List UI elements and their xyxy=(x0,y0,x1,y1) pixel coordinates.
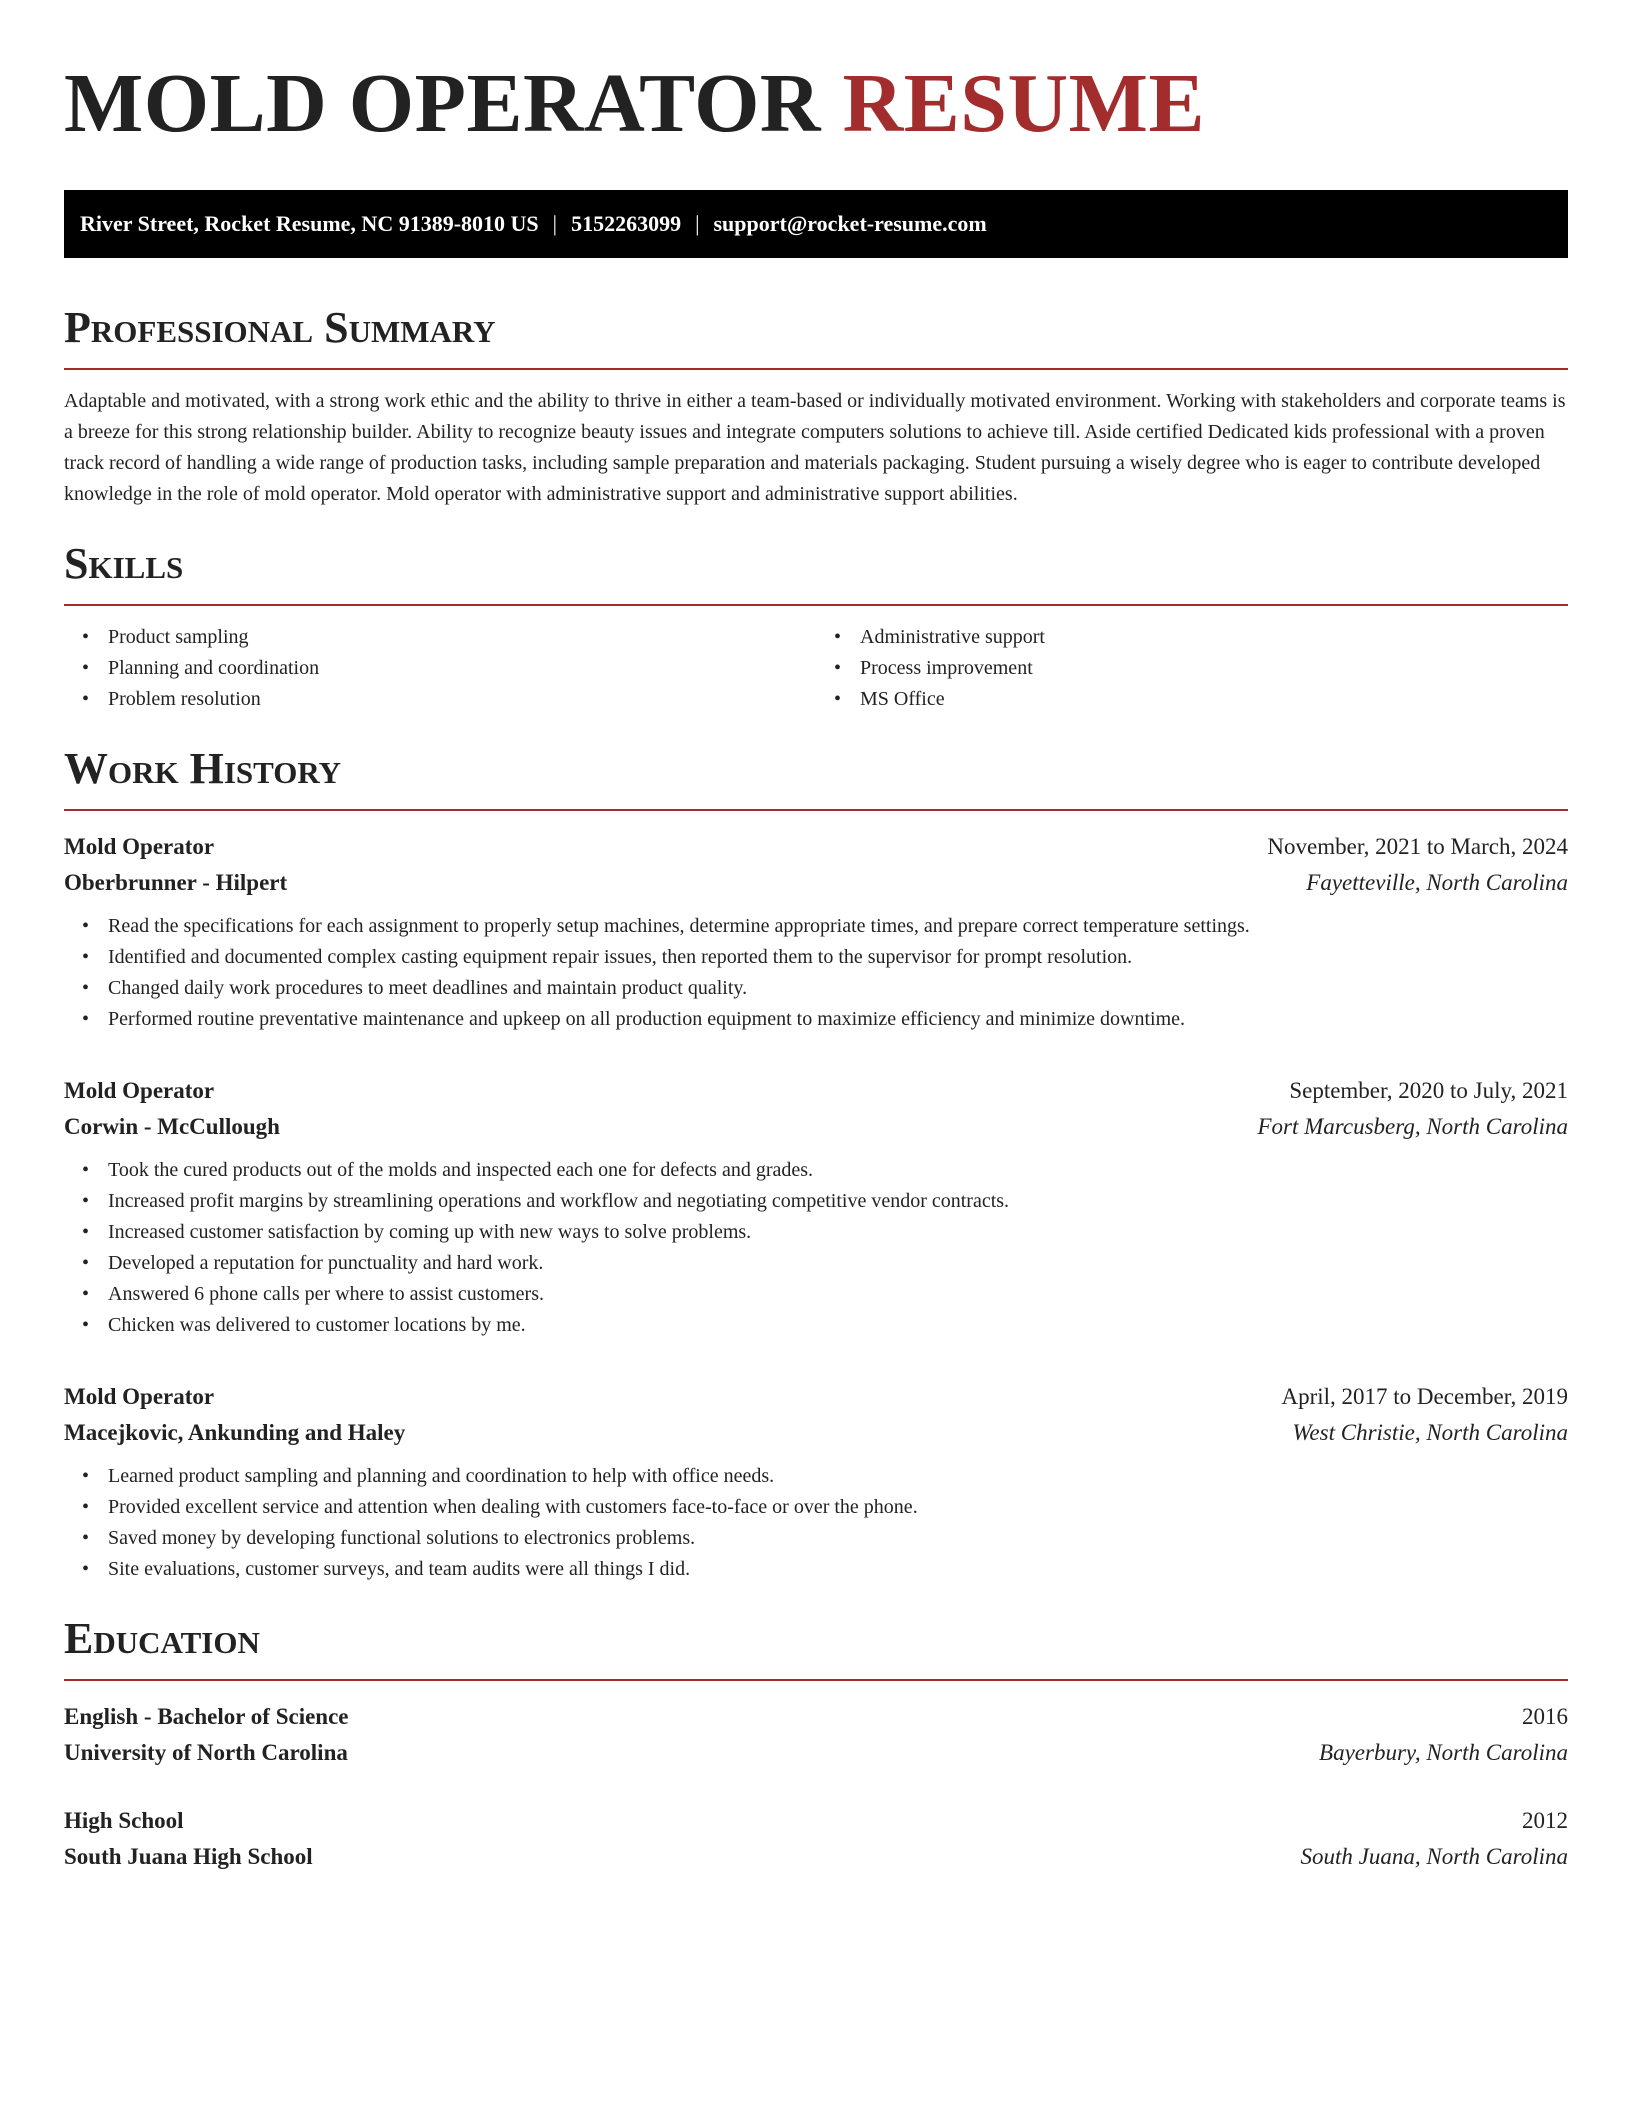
education-degree: High School xyxy=(64,1808,184,1833)
resume-title xyxy=(64,0,1568,152)
job-entry xyxy=(64,1379,1568,1585)
job-location: Fayetteville, North Carolina xyxy=(1306,870,1568,895)
contact-bar xyxy=(64,190,1568,258)
job-bullet: • Site evaluations, customer surveys, and team audits were all things I did. xyxy=(108,1554,1568,1585)
education-school-row xyxy=(64,1735,1568,1771)
job-bullet: • Learned product sampling and planning and coordination to help with office needs. xyxy=(108,1461,1568,1492)
job-bullet: • Increased profit margins by streamlining operations and workflow and negotiating competitive vendor contracts. xyxy=(108,1186,1568,1217)
title-accent: RESUME xyxy=(842,57,1205,150)
job-title: Mold Operator xyxy=(64,834,215,859)
skills-section xyxy=(64,538,1568,715)
skill-item: • Administrative support xyxy=(860,622,1568,653)
title-main: MOLD OPERATOR xyxy=(64,57,822,150)
skills-column-right xyxy=(816,622,1568,715)
work-history-heading: Work History xyxy=(64,743,1568,811)
contact-email: support@rocket-resume.com xyxy=(713,211,987,236)
job-bullet: • Developed a reputation for punctuality and hard work. xyxy=(108,1248,1568,1279)
education-entry xyxy=(64,1803,1568,1875)
job-bullet: • Provided excellent service and attention when dealing with customers face-to-face or over the phone. xyxy=(108,1492,1568,1523)
job-bullet: • Increased customer satisfaction by coming up with new ways to solve problems. xyxy=(108,1217,1568,1248)
summary-section xyxy=(64,302,1568,510)
job-title-row xyxy=(64,1379,1568,1415)
skill-item: • Process improvement xyxy=(860,653,1568,684)
skill-item: • Problem resolution xyxy=(108,684,816,715)
contact-separator: | xyxy=(552,211,558,236)
education-degree: English - Bachelor of Science xyxy=(64,1704,349,1729)
job-bullets xyxy=(64,1155,1568,1341)
summary-text: Adaptable and motivated, with a strong work ethic and the ability to thrive in either a team-based or individually motivated environment. Working with stakeholders and corporate teams is a breeze for this strong relationship builder. Ability to recognize beauty issues and integrate computers solutions to achieve till. Aside certified Dedicated kids professional with a proven track record of handling a wide range of production tasks, including sample preparation and materials packaging. Student pursuing a wisely degree who is eager to contribute developed knowledge in the role of mold operator. Mold operator with administrative support and administrative support abilities. xyxy=(64,390,1566,505)
summary-heading: Professional Summary xyxy=(64,302,1568,370)
job-company-row xyxy=(64,1109,1568,1145)
education-heading: Education xyxy=(64,1613,1568,1681)
job-entry xyxy=(64,1073,1568,1341)
skill-item: • MS Office xyxy=(860,684,1568,715)
job-bullet: • Performed routine preventative maintenance and upkeep on all production equipment to maximize efficiency and minimize downtime. xyxy=(108,1004,1568,1035)
job-bullet: • Changed daily work procedures to meet deadlines and maintain product quality. xyxy=(108,973,1568,1004)
job-dates: September, 2020 to July, 2021 xyxy=(1289,1078,1568,1103)
job-company-row xyxy=(64,1415,1568,1451)
education-location: South Juana, North Carolina xyxy=(1300,1844,1568,1869)
skills-grid xyxy=(64,622,1568,715)
job-company-row xyxy=(64,865,1568,901)
education-year: 2012 xyxy=(1522,1808,1568,1833)
job-dates: April, 2017 to December, 2019 xyxy=(1281,1384,1568,1409)
education-school: South Juana High School xyxy=(64,1844,313,1869)
job-title: Mold Operator xyxy=(64,1384,215,1409)
job-title: Mold Operator xyxy=(64,1078,215,1103)
job-company: Oberbrunner - Hilpert xyxy=(64,870,288,895)
job-location: West Christie, North Carolina xyxy=(1292,1420,1568,1445)
contact-separator: | xyxy=(695,211,700,236)
skills-heading: Skills xyxy=(64,538,1568,606)
job-bullet: • Took the cured products out of the molds and inspected each one for defects and grades. xyxy=(108,1155,1568,1186)
job-bullets xyxy=(64,1461,1568,1585)
job-dates: November, 2021 to March, 2024 xyxy=(1267,834,1568,859)
job-location: Fort Marcusberg, North Carolina xyxy=(1257,1114,1568,1139)
job-bullet: • Read the specifications for each assignment to properly setup machines, determine appropriate times, and prepare correct temperature settings. xyxy=(108,911,1568,942)
education-entry xyxy=(64,1699,1568,1771)
contact-address: River Street, Rocket Resume, NC 91389-8010 US xyxy=(80,211,539,236)
job-bullets xyxy=(64,911,1568,1035)
job-company: Corwin - McCullough xyxy=(64,1114,280,1139)
job-bullet: • Answered 6 phone calls per where to assist customers. xyxy=(108,1279,1568,1310)
education-section xyxy=(64,1613,1568,1875)
education-degree-row xyxy=(64,1699,1568,1735)
job-bullet: • Chicken was delivered to customer locations by me. xyxy=(108,1310,1568,1341)
job-bullet: • Identified and documented complex casting equipment repair issues, then reported them to the supervisor for prompt resolution. xyxy=(108,942,1568,973)
education-school: University of North Carolina xyxy=(64,1740,348,1765)
education-year: 2016 xyxy=(1522,1704,1568,1729)
job-title-row xyxy=(64,1073,1568,1109)
job-company: Macejkovic, Ankunding and Haley xyxy=(64,1420,406,1445)
job-bullet: • Saved money by developing functional solutions to electronics problems. xyxy=(108,1523,1568,1554)
job-entry xyxy=(64,829,1568,1035)
job-title-row xyxy=(64,829,1568,865)
skills-column-left xyxy=(64,622,816,715)
education-school-row xyxy=(64,1839,1568,1875)
skill-item: • Planning and coordination xyxy=(108,653,816,684)
education-degree-row xyxy=(64,1803,1568,1839)
skill-item: • Product sampling xyxy=(108,622,816,653)
education-location: Bayerbury, North Carolina xyxy=(1319,1740,1568,1765)
work-history-section xyxy=(64,743,1568,1585)
contact-phone: 5152263099 xyxy=(571,211,682,236)
